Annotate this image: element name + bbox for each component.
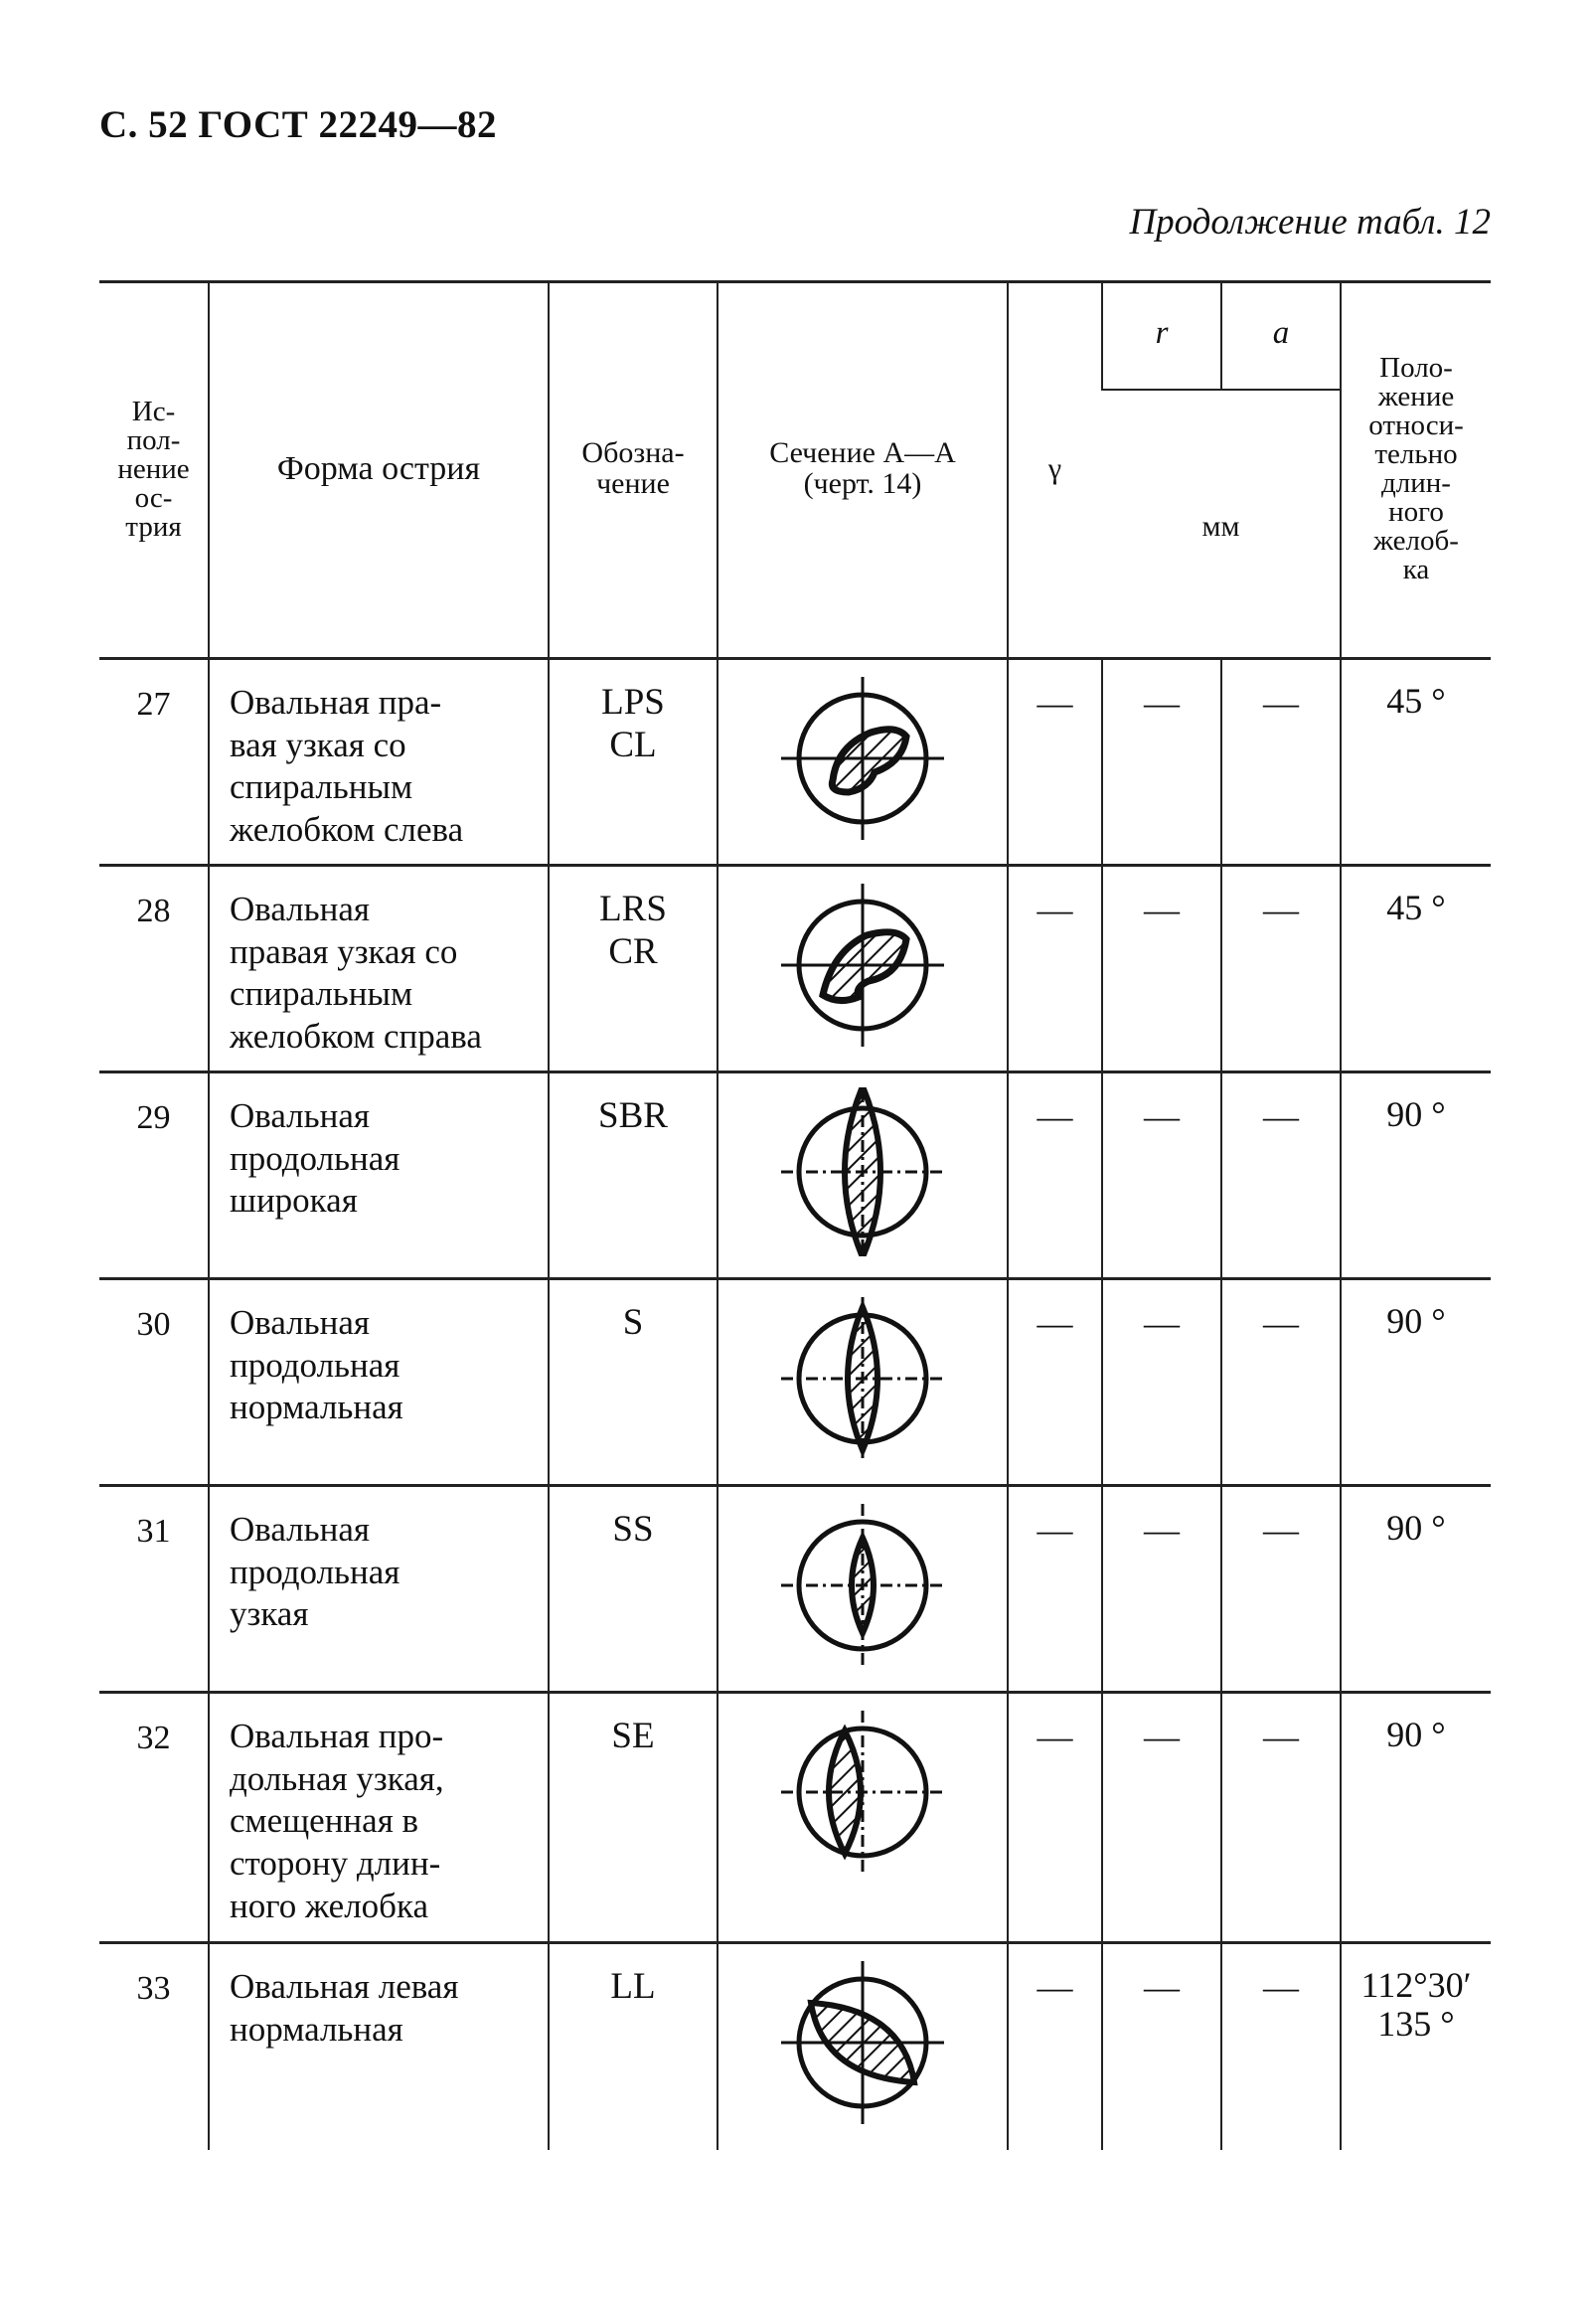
text-line: Ис- [131,395,176,427]
designation [549,659,718,866]
text-line: продольная [230,1345,400,1385]
text-line: Поло- [1379,352,1453,384]
tip-form [209,1279,549,1486]
tips-table [99,280,1491,2150]
section-drawing [718,1943,1008,2150]
position-angle [1341,1943,1491,2150]
gamma-value: — [1008,1943,1102,2150]
col-header-r: r [1102,282,1221,391]
table-row [99,1072,1491,1279]
gamma-value: — [1008,866,1102,1072]
text-line: длин- [1381,467,1451,499]
text-line: тельно [1374,438,1458,470]
text-line: продольная [230,1138,400,1178]
gamma-value: — [1008,659,1102,866]
section-drawing [718,659,1008,866]
text-line: трия [125,510,182,543]
table-continuation-label: Продолжение табл. 12 [1129,202,1491,243]
text-line: Овальная левая [230,1967,459,2006]
text-line: правая узкая со [230,931,458,971]
ellipse-tilted-spiral-right-icon [778,881,947,1050]
text-line: Овальная про- [230,1717,444,1755]
ellipse-vertical-wide-icon [778,1087,947,1256]
text-line: LRS [599,889,667,929]
text-line: 45 ° [1386,681,1446,721]
text-line: пол- [126,423,181,456]
a-value: — [1221,1279,1341,1486]
tip-form [209,1486,549,1693]
a-value: — [1221,1943,1341,2150]
col-header-a: a [1221,282,1341,391]
text-line: ного желобка [230,1886,429,1925]
table-row [99,1693,1491,1943]
execution-number: 32 [136,1720,171,1756]
text-line: LPS [601,682,665,723]
text-line: нение [117,452,190,485]
ellipse-vertical-offset-icon [778,1708,947,1877]
table-row [99,866,1491,1072]
text-line: SS [612,1509,654,1550]
text-line: Овальная пра- [230,683,442,722]
text-line: 45 ° [1386,888,1446,927]
a-value: — [1221,659,1341,866]
a-value: — [1221,1072,1341,1279]
tip-form [209,866,549,1072]
gamma-value: — [1008,1486,1102,1693]
text-line: 135 ° [1377,2003,1455,2044]
a-value: — [1221,866,1341,1072]
position-angle [1341,1693,1491,1943]
section-drawing [718,1072,1008,1279]
table-row [99,1943,1491,2150]
col-header-section [718,282,1008,659]
text-line: чение [596,467,670,500]
gamma-value: — [1008,1072,1102,1279]
col-header-gamma: γ [1008,282,1102,659]
text-line: спиральным [230,974,413,1014]
text-line: ка [1402,554,1430,585]
designation [549,1943,718,2150]
text-line: 90 ° [1386,1094,1446,1134]
table-row [99,1279,1491,1486]
section-drawing [718,1693,1008,1943]
text-line: SE [611,1716,655,1756]
text-line: жение [1377,381,1455,412]
r-value: — [1102,1943,1221,2150]
ellipse-vertical-normal-icon [778,1294,947,1463]
designation [549,1279,718,1486]
tip-form [209,1693,549,1943]
text-line: нормальная [230,2009,403,2049]
text-line: спиральным [230,767,413,807]
table-row [99,1486,1491,1693]
gamma-value: — [1008,1279,1102,1486]
a-value: — [1221,1486,1341,1693]
execution-number: 31 [136,1513,171,1550]
tip-form [209,1943,549,2150]
text-line: (черт. 14) [803,467,922,500]
r-value: — [1102,866,1221,1072]
ellipse-tilted-spiral-left-icon [778,674,947,843]
text-line: 90 ° [1386,1715,1446,1754]
text-line: LL [610,1966,656,2007]
execution-number: 28 [136,893,171,929]
designation [549,1072,718,1279]
text-line: 112°30′ [1360,1965,1472,2005]
text-line: SBR [598,1095,668,1136]
text-line: широкая [230,1181,358,1221]
tip-form [209,1072,549,1279]
text-line: Овальная [230,1096,370,1135]
text-line: Сечение А—А [769,436,956,470]
r-value: — [1102,1072,1221,1279]
text-line: относи- [1368,410,1464,441]
text-line: вая узкая со [230,725,406,764]
tip-form [209,659,549,866]
text-line: узкая [230,1594,309,1634]
section-drawing [718,1486,1008,1693]
text-line: ос- [134,481,173,514]
text-line: желоб- [1373,525,1459,557]
text-line: CL [609,724,657,765]
text-line: 90 ° [1386,1301,1446,1341]
text-line: 90 ° [1386,1508,1446,1548]
designation [549,1486,718,1693]
execution-number: 30 [136,1306,171,1343]
text-line: смещенная в [230,1801,419,1841]
position-angle [1341,866,1491,1072]
col-header-unit: мм [1102,390,1341,659]
position-angle [1341,1072,1491,1279]
col-header-designation [549,282,718,659]
r-value: — [1102,1279,1221,1486]
ellipse-vertical-narrow-icon [778,1501,947,1670]
table-row [99,659,1491,866]
position-angle [1341,659,1491,866]
r-value: — [1102,1693,1221,1943]
designation [549,1693,718,1943]
text-line: дольная узкая, [230,1758,444,1798]
section-drawing [718,866,1008,1072]
text-line: Обозна- [581,436,685,470]
text-line: Овальная [230,1510,370,1549]
page-header: С. 52 ГОСТ 22249—82 [99,103,497,146]
ellipse-tilted-left-icon [778,1958,947,2127]
section-drawing [718,1279,1008,1486]
text-line: сторону длин- [230,1844,441,1884]
text-line: CR [608,930,658,972]
text-line: желобком слева [230,810,464,850]
text-line: Овальная [230,890,370,928]
gamma-value: — [1008,1693,1102,1943]
text-line: желобком справа [230,1017,482,1057]
text-line: S [622,1302,644,1343]
text-line: продольная [230,1552,400,1591]
text-line: нормальная [230,1388,403,1427]
position-angle [1341,1486,1491,1693]
designation [549,866,718,1072]
position-angle [1341,1279,1491,1486]
col-header-position [1341,282,1491,659]
col-header-form: Форма острия [209,282,549,659]
r-value: — [1102,1486,1221,1693]
execution-number: 27 [136,686,171,723]
a-value: — [1221,1693,1341,1943]
execution-number: 33 [136,1970,171,2007]
col-header-execution [99,282,209,659]
text-line: Овальная [230,1303,370,1342]
text-line: ного [1388,496,1444,528]
execution-number: 29 [136,1099,171,1136]
r-value: — [1102,659,1221,866]
